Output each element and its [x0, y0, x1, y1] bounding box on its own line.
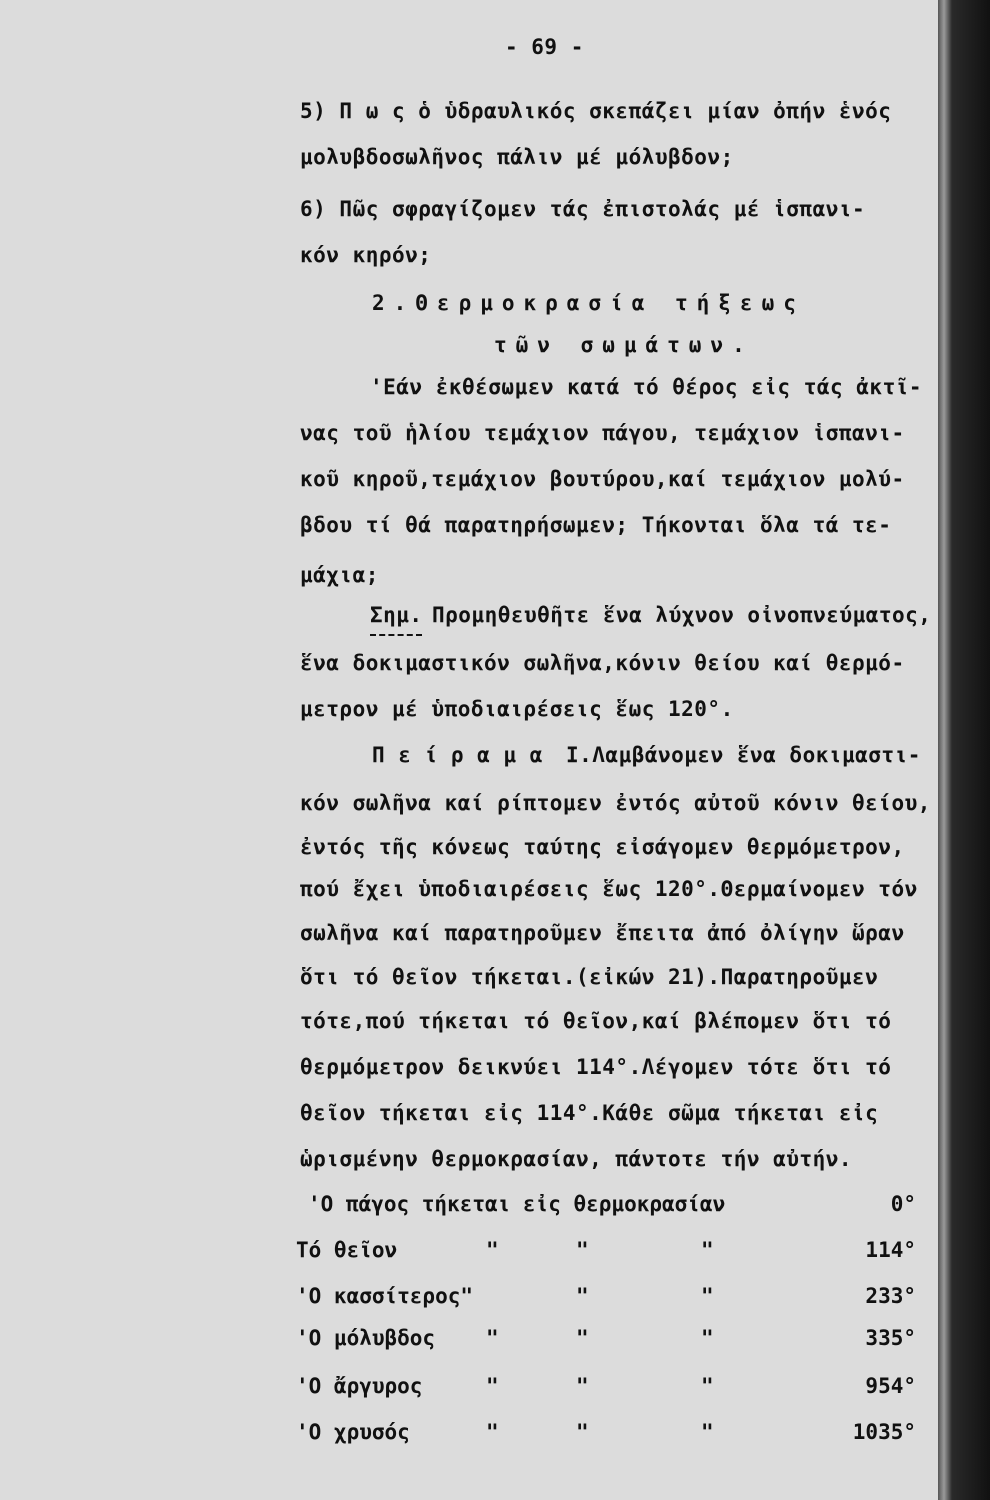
substance-name: 'Ο ἄργυρος	[296, 1374, 423, 1398]
melting-point-value: 1035°	[852, 1420, 916, 1444]
substance-name: 'Ο μόλυβδος	[296, 1326, 436, 1350]
question-5-line-1: 5) Π ω ς ὁ ὑδραυλικός σκεπάζει μίαν ὀπήν ἑνός	[300, 99, 892, 123]
experiment-line: σωλῆνα καί παρατηροῦμεν ἔπειτα ἀπό ὀλίγην ὥραν	[300, 921, 905, 945]
ditto-mark: "	[486, 1238, 499, 1262]
page-number: - 69 -	[505, 35, 584, 59]
melting-point-value: 114°	[865, 1238, 916, 1262]
experiment-line: ἐντός τῆς κόνεως ταύτης εἰσάγομεν θερμόμετρον,	[300, 835, 905, 859]
ditto-mark: "	[486, 1326, 499, 1350]
ditto-mark: "	[576, 1420, 589, 1444]
table-row	[296, 1192, 916, 1226]
substance-name: 'Ο χρυσός	[296, 1420, 410, 1444]
experiment-line: ὅτι τό θεῖον τήκεται.(εἰκών 21).Παρατηροῦμεν	[300, 965, 879, 989]
ditto-mark: "	[701, 1284, 714, 1308]
experiment-line: Ι.Λαμβάνομεν ἕνα δοκιμαστι-	[566, 743, 921, 767]
ditto-mark: "	[576, 1374, 589, 1398]
paragraph-line: βδου τί θά παρατηρήσωμεν; Τήκονται ὅλα τά τε-	[300, 513, 892, 537]
substance-name: Τό θεῖον	[296, 1238, 398, 1262]
note-line: ἕνα δοκιμαστικόν σωλῆνα,κόνιν θείου καί θερμό-	[300, 651, 905, 675]
melting-point-value: 0°	[890, 1192, 916, 1216]
paragraph-line: κοῦ κηροῦ,τεμάχιον βουτύρου,καί τεμάχιον μολύ-	[300, 467, 905, 491]
ditto-mark: "	[701, 1238, 714, 1262]
section-heading-line-1: 2.Θερμοκρασία τήξεως	[372, 291, 805, 315]
melting-point-value: 954°	[865, 1374, 916, 1398]
experiment-label: Π ε ί ρ α μ α	[372, 743, 543, 767]
question-6-line-2: κόν κηρόν;	[300, 243, 432, 267]
melting-point-value: 233°	[865, 1284, 916, 1308]
page-edge-shadow	[938, 0, 990, 1500]
ditto-mark: "	[576, 1238, 589, 1262]
substance-name: 'Ο κασσίτερος"	[296, 1284, 474, 1308]
ditto-mark: "	[576, 1284, 589, 1308]
paragraph-line: 'Εάν ἐκθέσωμεν κατά τό θέρος εἰς τάς ἀκτῖ-	[370, 375, 923, 399]
note-line: μετρον μέ ὑποδιαιρέσεις ἕως 120°.	[300, 697, 734, 721]
ditto-mark: "	[701, 1420, 714, 1444]
paragraph-line: μάχια;	[300, 563, 379, 587]
note-line: Προμηθευθῆτε ἕνα λύχνον οἰνοπνεύματος,	[432, 603, 932, 627]
question-6-line-1: 6) Πῶς σφραγίζομεν τάς ἐπιστολάς μέ ἱσπανι-	[300, 197, 866, 221]
note-label: Σημ.	[370, 603, 423, 627]
table-row	[296, 1238, 916, 1272]
table-row	[296, 1284, 916, 1318]
section-heading-line-2: τῶν σωμάτων.	[494, 333, 754, 357]
experiment-line: θερμόμετρον δεικνύει 114°.Λέγομεν τότε ὅτι τό	[300, 1055, 892, 1079]
ditto-mark: "	[701, 1374, 714, 1398]
ditto-mark: "	[486, 1374, 499, 1398]
ditto-mark: "	[701, 1326, 714, 1350]
experiment-line: τότε,πού τήκεται τό θεῖον,καί βλέπομεν ὅτι τό	[300, 1009, 892, 1033]
experiment-line: πού ἔχει ὑποδιαιρέσεις ἕως 120°.Θερμαίνομεν τόν	[300, 877, 918, 901]
experiment-line: θεῖον τήκεται εἰς 114°.Κάθε σῶμα τήκεται εἰς	[300, 1101, 879, 1125]
table-row	[296, 1374, 916, 1408]
table-row	[296, 1326, 916, 1360]
ditto-mark: "	[486, 1420, 499, 1444]
experiment-line: κόν σωλῆνα καί ρίπτομεν ἐντός αὐτοῦ κόνιν θείου,	[300, 791, 931, 815]
ditto-mark: "	[576, 1326, 589, 1350]
question-5-line-2: μολυβδοσωλῆνος πάλιν μέ μόλυβδον;	[300, 145, 734, 169]
melting-point-value: 335°	[865, 1326, 916, 1350]
paragraph-line: νας τοῦ ἡλίου τεμάχιον πάγου, τεμάχιον ἱσπανι-	[300, 421, 905, 445]
table-row	[296, 1420, 916, 1454]
substance-name: 'Ο πάγος τήκεται εἰς θερμοκρασίαν	[308, 1192, 726, 1216]
experiment-line: ὡρισμένην θερμοκρασίαν, πάντοτε τήν αὐτήν.	[300, 1147, 853, 1171]
